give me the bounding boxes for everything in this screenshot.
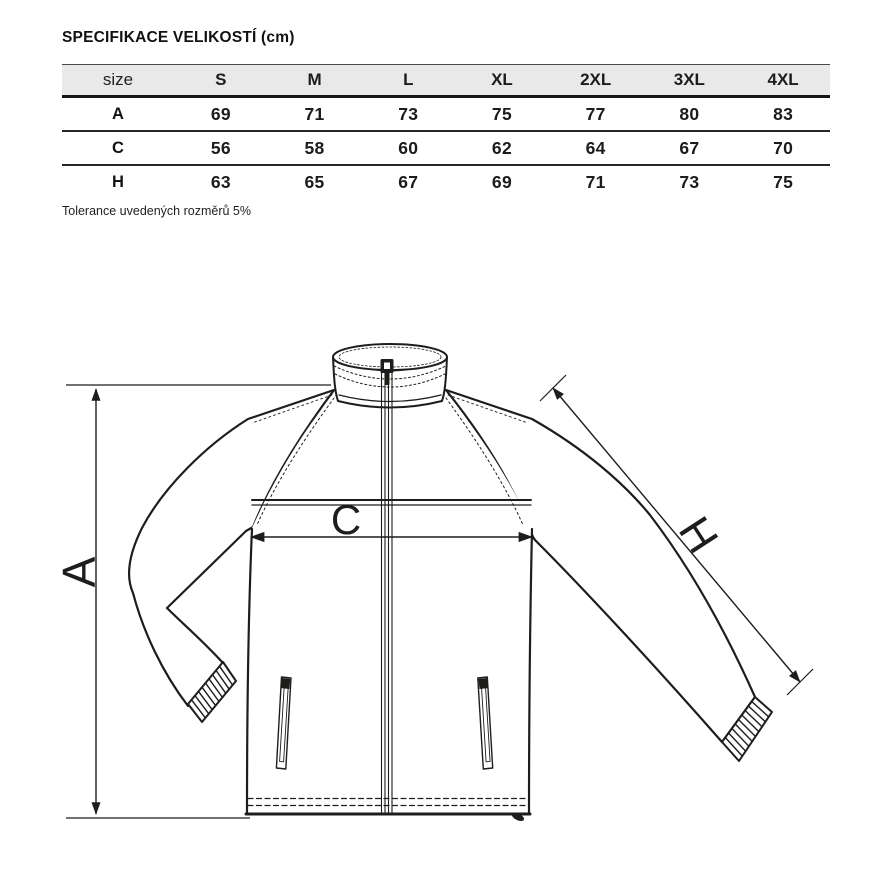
table-cell: 71 [585, 171, 606, 192]
jacket-technical-drawing [0, 300, 873, 873]
table-cell: 69 [210, 103, 231, 124]
table-cell: 69 [491, 171, 512, 192]
right-pocket-zipper-pull [478, 678, 488, 689]
table-row-c [62, 131, 830, 165]
table-cell: 75 [491, 103, 512, 124]
table-cell: 65 [304, 171, 325, 192]
table-row-h [62, 165, 830, 198]
row-label-a: A [112, 104, 124, 123]
table-cell: 77 [585, 103, 606, 124]
zipper-pull-tab [385, 372, 390, 385]
column-header-xl: XL [491, 70, 513, 89]
table-cell: 62 [491, 137, 512, 158]
dimension-a-label: A [53, 556, 105, 588]
row-label-c: C [112, 138, 124, 157]
column-header-s: S [215, 70, 227, 89]
table-row-a [62, 97, 830, 132]
row-label-h: H [112, 172, 124, 191]
collar [333, 344, 447, 408]
column-header-3xl: 3XL [673, 70, 705, 89]
jacket-diagram [0, 300, 873, 873]
column-header-m: M [307, 70, 322, 89]
table-cell: 56 [210, 137, 231, 158]
table-cell: 70 [773, 137, 794, 158]
table-cell: 58 [304, 137, 325, 158]
dimension-c-label: C [330, 496, 362, 543]
column-header-2xl: 2XL [580, 70, 612, 89]
tolerance-note: Tolerance uvedených rozměrů 5% [62, 204, 251, 218]
table-cell: 73 [398, 103, 419, 124]
table-header-row [62, 65, 830, 97]
dimension-h-label: H [668, 508, 728, 562]
size-header-cell: size [102, 70, 134, 89]
table-cell: 75 [773, 171, 794, 192]
column-header-l: L [403, 70, 414, 89]
table-cell: 67 [398, 171, 419, 192]
table-cell: 73 [679, 171, 700, 192]
page-title: SPECIFIKACE VELIKOSTÍ (cm) [62, 29, 295, 46]
column-header-4xl: 4XL [767, 70, 799, 89]
table-cell: 64 [585, 137, 606, 158]
table-cell: 80 [679, 103, 700, 124]
table-cell: 60 [398, 137, 419, 158]
table-cell: 83 [773, 103, 794, 124]
jacket-outline [129, 344, 772, 823]
left-pocket-zipper-pull [281, 678, 291, 689]
table-cell: 71 [304, 103, 325, 124]
table-cell: 63 [210, 171, 231, 192]
size-table [62, 64, 830, 198]
table-cell: 67 [679, 137, 700, 158]
